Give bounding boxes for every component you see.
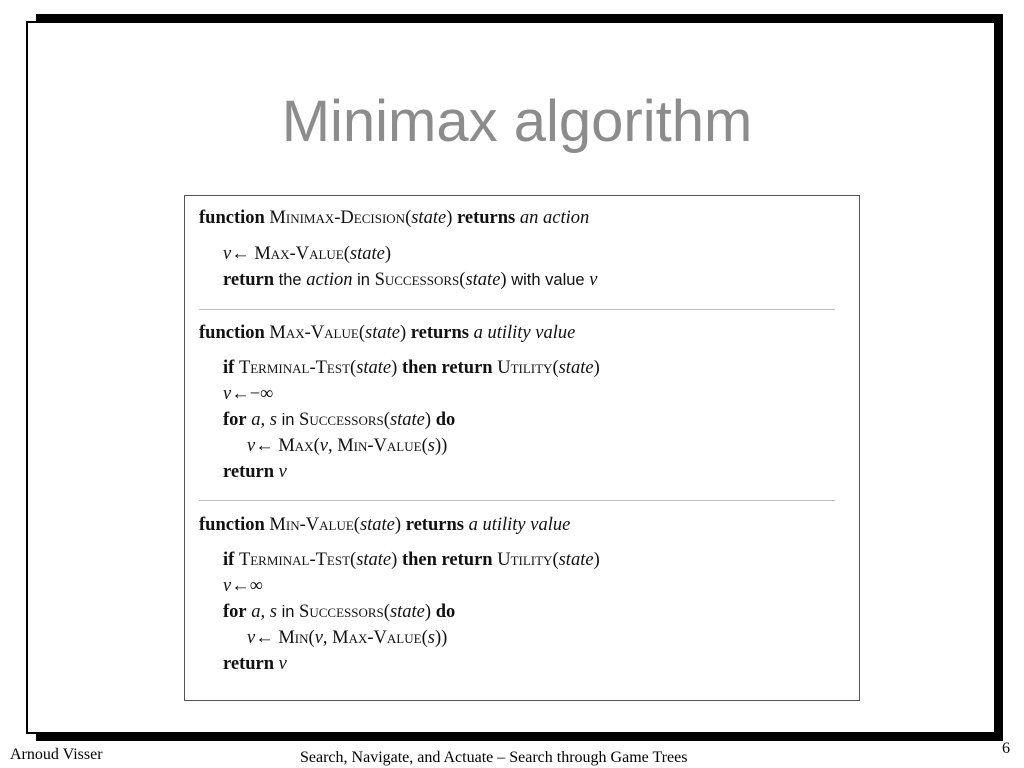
code-line: if Terminal-Test(state) then return Utility(state) [223, 550, 600, 570]
code-line: v←−∞ [223, 384, 274, 404]
page-number: 6 [1002, 740, 1010, 757]
section-divider [199, 309, 835, 310]
function-header: function Minimax-Decision(state) returns an action [199, 208, 590, 228]
code-line: v←∞ [223, 576, 263, 596]
code-line: for a, s in Successors(state) do [223, 602, 456, 622]
code-line: v← Min(v, Max-Value(s)) [247, 628, 448, 648]
footer-author: Arnoud Visser [10, 746, 103, 763]
code-line: return v [223, 462, 287, 482]
slide-title: Minimax algorithm [281, 89, 753, 154]
code-line: return the action in Successors(state) with value v [223, 270, 598, 290]
code-line: v← Max-Value(state) [223, 244, 392, 264]
footer-course-title: Search, Navigate, and Actuate – Search through Game Trees [300, 749, 688, 766]
code-line: return v [223, 654, 287, 674]
function-header: function Max-Value(state) returns a utility value [199, 323, 576, 343]
code-line: if Terminal-Test(state) then return Utility(state) [223, 358, 600, 378]
code-line: v← Max(v, Min-Value(s)) [247, 436, 448, 456]
algorithm-box [184, 195, 860, 701]
code-line: for a, s in Successors(state) do [223, 410, 456, 430]
section-divider [199, 500, 835, 501]
function-header: function Min-Value(state) returns a utility value [199, 515, 571, 535]
